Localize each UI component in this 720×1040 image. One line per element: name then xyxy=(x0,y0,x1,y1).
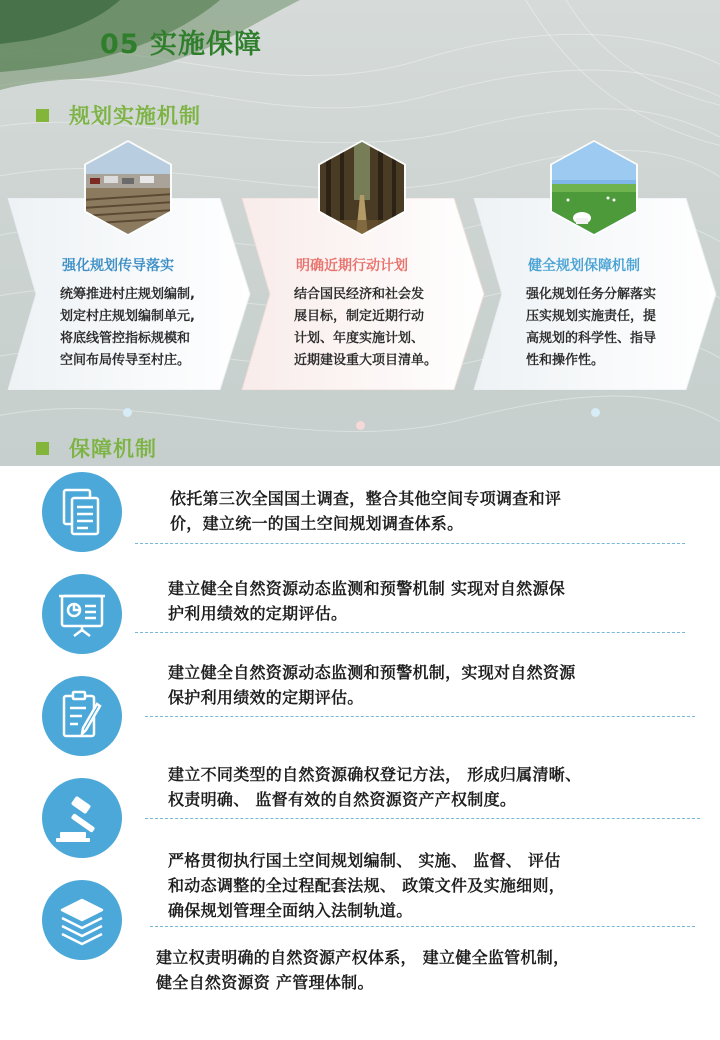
card-line: 高规划的科学性、指导 xyxy=(526,331,657,346)
text-line: 保护利用绩效的定期评估。 xyxy=(168,688,364,707)
text-line: 依托第三次全国国土调查，整合其他空间专项调查和评 xyxy=(170,489,562,508)
text-line: 严格贯彻执行国土空间规划编制、 实施、 监督、 评估 xyxy=(168,851,561,870)
top-banner xyxy=(0,0,720,466)
pager-dot xyxy=(356,421,365,430)
text-line: 建立健全自然资源动态监测和预警机制，实现对自然资源 xyxy=(168,663,576,682)
text-line: 建立健全自然资源动态监测和预警机制 实现对自然源保 xyxy=(168,579,566,598)
village-aerial-photo xyxy=(82,140,174,236)
card-line: 性和操作性。 xyxy=(526,353,605,368)
card-title: 明确近期行动计划 xyxy=(296,258,408,274)
documents-icon xyxy=(42,472,122,552)
text-line: 建立权责明确的自然资源产权体系， 建立健全监管机制， xyxy=(156,948,570,967)
text-line: 建立不同类型的自然资源确权登记方法， 形成归属清晰、 xyxy=(168,765,582,784)
safeguard-item-text xyxy=(168,660,576,710)
section-title: 规划实施机制 xyxy=(69,104,201,128)
card-line: 计划、年度实施计划、 xyxy=(294,331,425,346)
stack-layers-icon xyxy=(42,880,122,960)
text-line: 护利用绩效的定期评估。 xyxy=(168,604,348,623)
safeguard-item-text xyxy=(170,486,561,536)
gavel-icon xyxy=(42,778,122,858)
square-bullet-icon xyxy=(36,442,49,455)
card-body xyxy=(526,284,716,372)
dashed-divider xyxy=(145,716,695,717)
safeguard-item-text xyxy=(156,945,569,995)
dashed-divider xyxy=(135,632,685,633)
card-line: 强化规划任务分解落实 xyxy=(526,287,657,302)
mechanism-cards xyxy=(0,140,720,400)
card-line: 将底线管控指标规模和 xyxy=(60,331,191,346)
card-body xyxy=(294,284,484,372)
card-line: 划定村庄规划编制单元, xyxy=(60,309,195,324)
grassland-yurt-photo xyxy=(548,140,640,236)
text-line: 和动态调整的全过程配套法规、 政策文件及实施细则， xyxy=(168,876,566,895)
dashed-divider xyxy=(150,926,695,927)
section-heading-safeguard xyxy=(36,433,157,463)
clipboard-pen-icon xyxy=(42,676,122,756)
card-title: 健全规划保障机制 xyxy=(528,258,640,274)
card-line: 压实规划实施责任，提 xyxy=(526,309,657,324)
card-line: 近期建设重大项目清单。 xyxy=(294,353,438,368)
pager-dot xyxy=(123,408,132,417)
card-line: 空间布局传导至村庄。 xyxy=(60,353,191,368)
presentation-board-icon xyxy=(42,574,122,654)
pager-dot xyxy=(591,408,600,417)
card-near-term-action xyxy=(236,140,486,400)
card-title: 强化规划传导落实 xyxy=(62,258,174,274)
page-title: 05 实施保障 xyxy=(100,29,262,60)
text-line: 健全自然资源资 产管理体制。 xyxy=(156,973,374,992)
forest-path-photo xyxy=(316,140,408,236)
dashed-divider xyxy=(135,543,685,544)
card-planning-transmission xyxy=(2,140,252,400)
card-safeguard-mechanism xyxy=(468,140,718,400)
text-line: 确保规划管理全面纳入法制轨道。 xyxy=(168,901,413,920)
text-line: 价，建立统一的国土空间规划调查体系。 xyxy=(170,514,464,533)
safeguard-item-text xyxy=(168,848,565,923)
card-line: 展目标，制定近期行动 xyxy=(294,309,425,324)
square-bullet-icon xyxy=(36,109,49,122)
card-line: 结合国民经济和社会发 xyxy=(294,287,425,302)
safeguard-item-text xyxy=(168,576,565,626)
card-body xyxy=(60,284,250,372)
dashed-divider xyxy=(145,818,700,819)
safeguard-item-text xyxy=(168,762,581,812)
section-title: 保障机制 xyxy=(69,437,157,461)
text-line: 权责明确、 监督有效的自然资源资产产权制度。 xyxy=(168,790,517,809)
card-line: 统筹推进村庄规划编制, xyxy=(60,287,195,302)
section-heading-implementation xyxy=(36,100,201,130)
